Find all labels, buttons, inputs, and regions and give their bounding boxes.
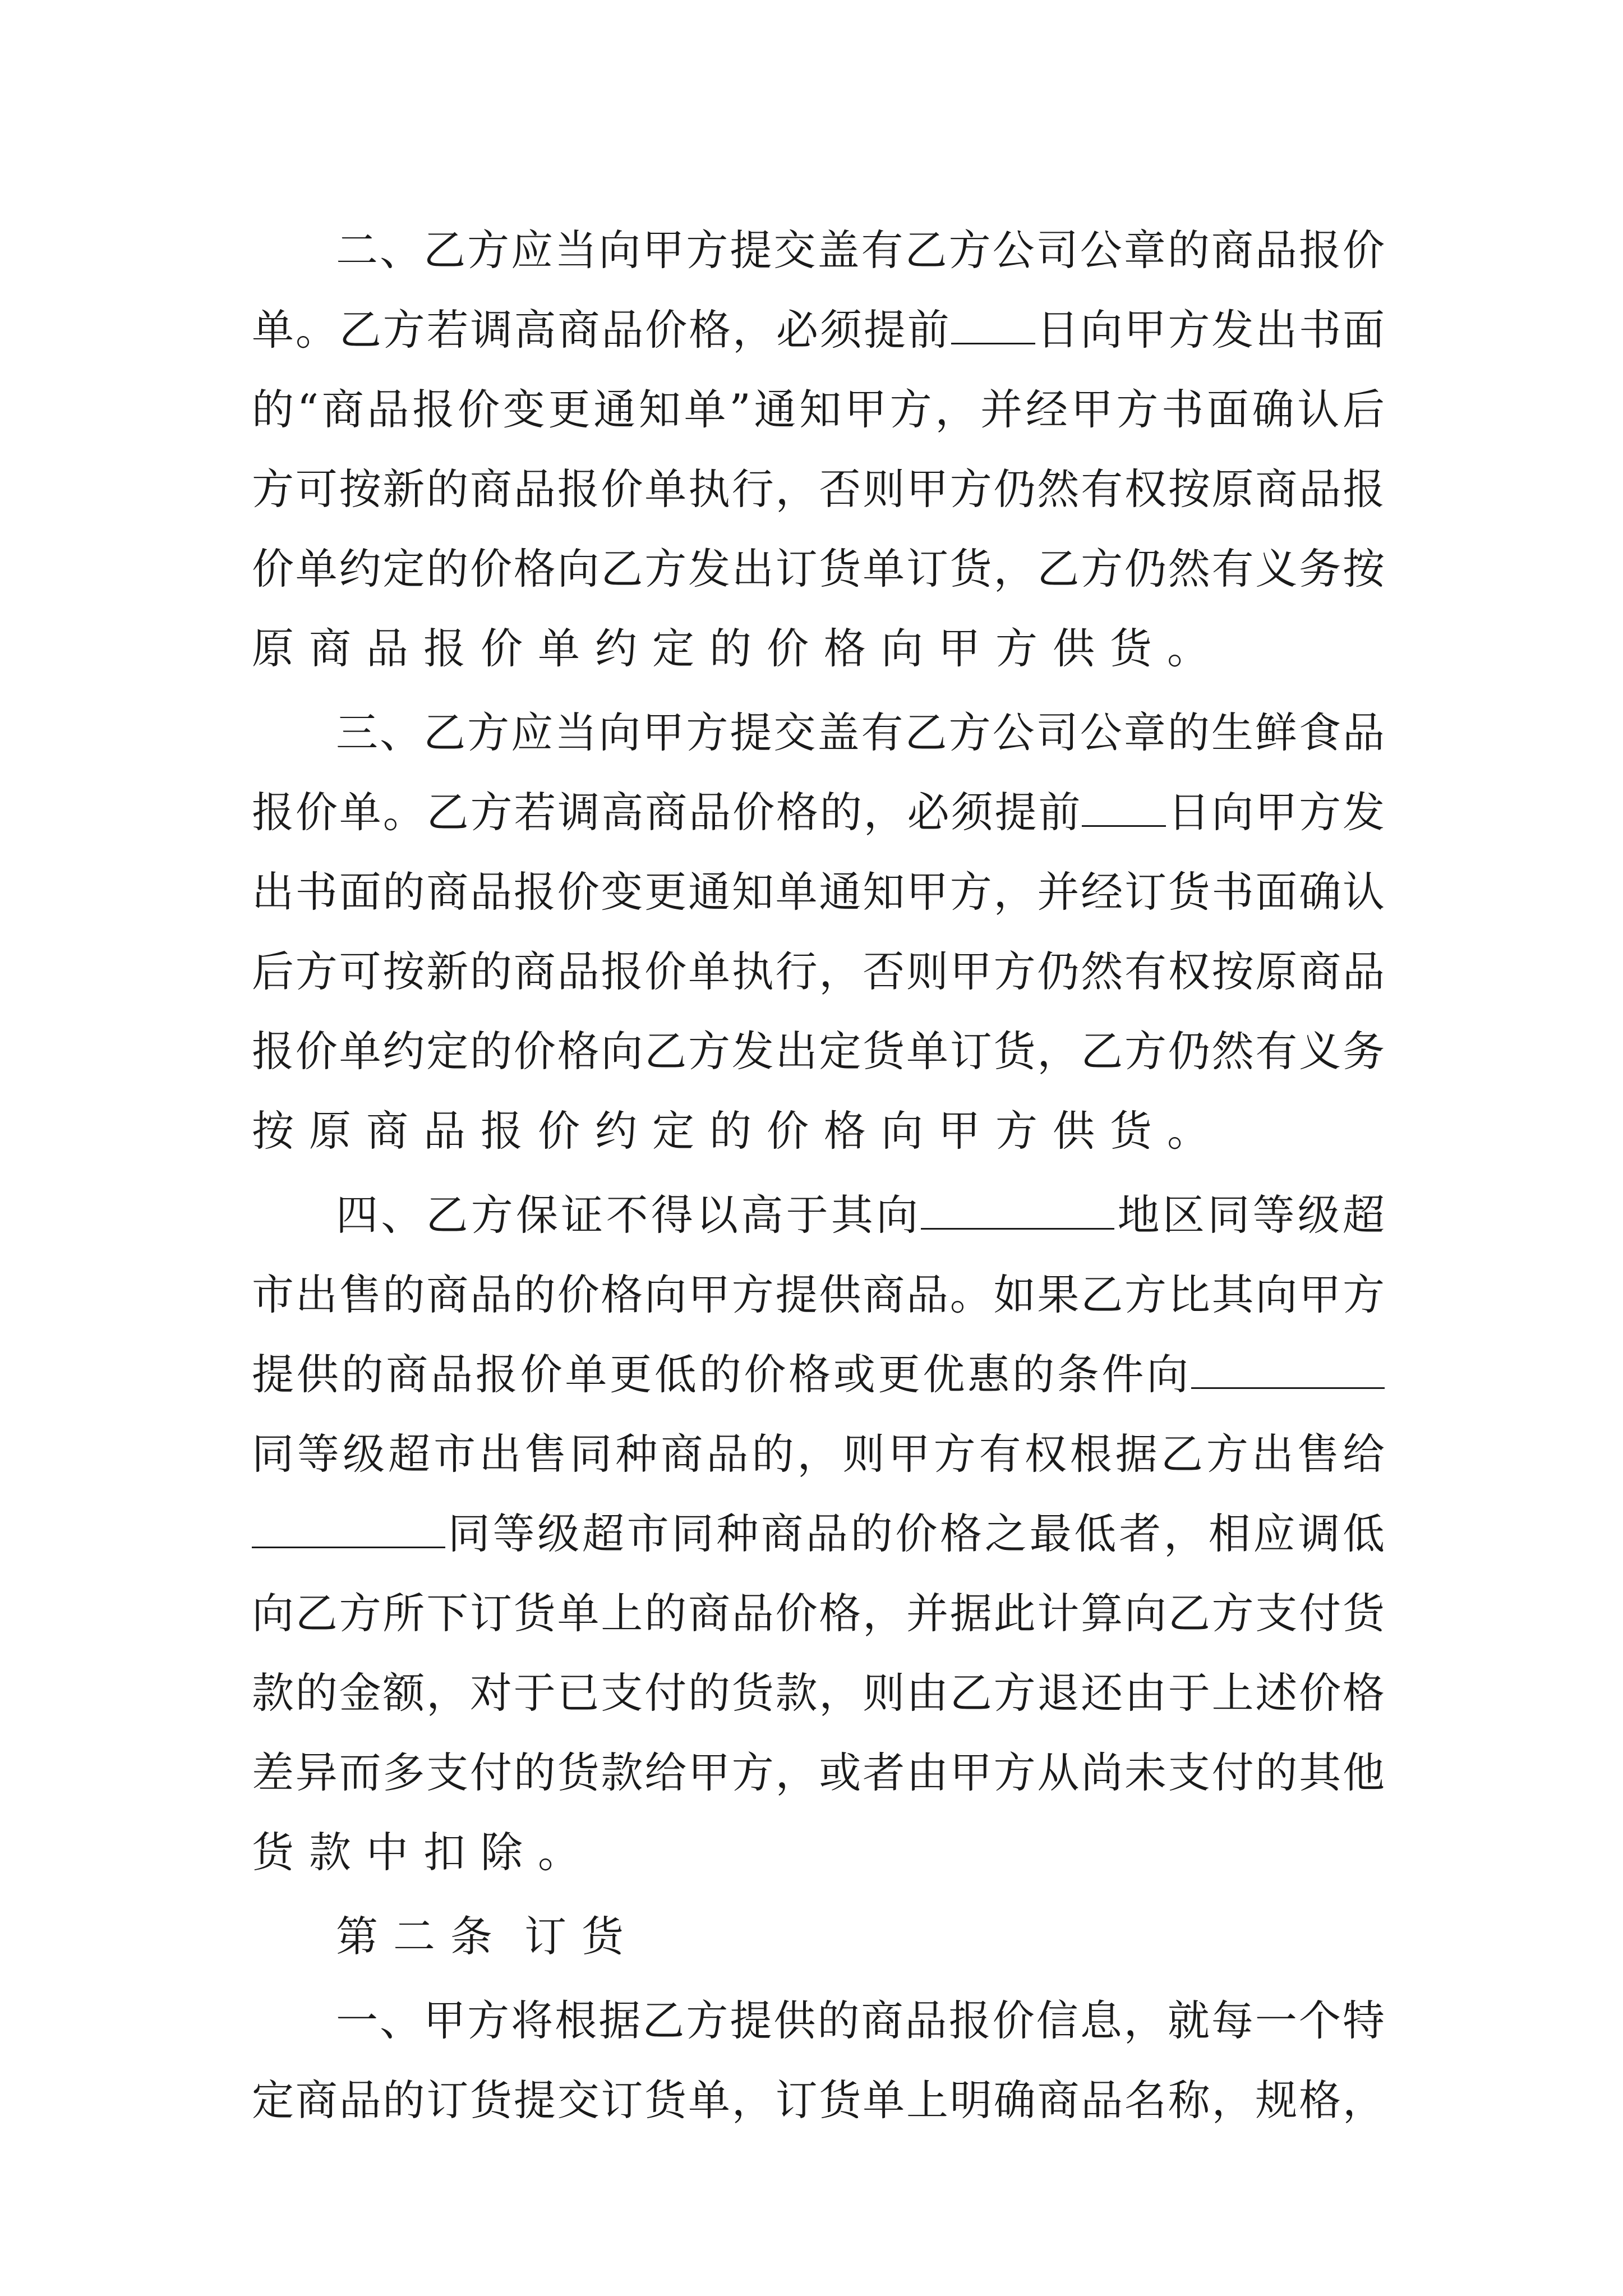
text-line: 单。乙方若调高商品价格，必须提前 日向甲方发出书面 — [252, 305, 1385, 355]
text-line: 价单约定的价格向乙方发出订货单订货，乙方仍然有义务按 — [252, 544, 1385, 593]
text-line: 定商品的订货提交订货单，订货单上明确商品名称，规格， — [252, 2076, 1385, 2125]
article-2-heading — [252, 1897, 1385, 1976]
clause-2-paragraph — [252, 210, 1385, 688]
text-line: 出书面的商品报价变更通知单通知甲方，并经订货书面确认 — [252, 867, 1385, 917]
text-line: 四、乙方保证不得以高于其向 地区同等级超 — [336, 1190, 1385, 1240]
text-line: 货款中扣除。 — [252, 1828, 596, 1877]
blank-region-field — [252, 1513, 445, 1548]
text-line: 向乙方所下订货单上的商品价格，并据此计算向乙方支付货 — [252, 1589, 1385, 1638]
text-line: 原商品报价单约定的价格向甲方供货。 — [252, 624, 1225, 673]
blank-days-field — [951, 309, 1035, 344]
clause-4-paragraph — [252, 1175, 1385, 1892]
clause-3-paragraph — [252, 693, 1385, 1171]
text-line: 方可按新的商品报价单执行，否则甲方仍然有权按原商品报 — [252, 464, 1385, 514]
text-line: 的“商品报价变更通知单”通知甲方，并经甲方书面确认后 — [252, 385, 1385, 434]
blank-region-field — [1191, 1354, 1385, 1389]
text-line: 同等级超市出售同种商品的，则甲方有权根据乙方出售给 — [252, 1429, 1385, 1479]
text-line: 提供的商品报价单更低的价格或更优惠的条件向 — [252, 1335, 1385, 1414]
text-line: 报价单约定的价格向乙方发出定货单订货，乙方仍然有义务 — [252, 1027, 1385, 1076]
text-line: 市出售的商品的价格向甲方提供商品。如果乙方比其向甲方 — [252, 1270, 1385, 1319]
text-line: 款的金额，对于已支付的货款，则由乙方退还由于上述价格 — [252, 1668, 1385, 1718]
contract-body — [252, 210, 1385, 2140]
text-line: 二、乙方应当向甲方提交盖有乙方公司公章的商品报价 — [336, 226, 1385, 275]
section-heading: 第二条 订货 — [336, 1912, 639, 1961]
text-line: 差异而多支付的货款给甲方，或者由甲方从尚未支付的其他 — [252, 1748, 1385, 1797]
article-2-clause-1-paragraph — [252, 1981, 1385, 2140]
text-line: 后方可按新的商品报价单执行，否则甲方仍然有权按原商品 — [252, 947, 1385, 996]
text-line: 三、乙方应当向甲方提交盖有乙方公司公章的生鲜食品 — [336, 708, 1385, 757]
text-line: 同等级超市同种商品的价格之最低者，相应调低 — [252, 1494, 1385, 1573]
text-line: 按原商品报价约定的价格向甲方供货。 — [252, 1106, 1225, 1156]
blank-region-field — [921, 1194, 1114, 1230]
text-line: 一、甲方将根据乙方提供的商品报价信息，就每一个特 — [336, 1996, 1385, 2045]
blank-days-field — [1082, 792, 1166, 827]
text-line: 报价单。乙方若调高商品价格的，必须提前 日向甲方发 — [252, 788, 1385, 837]
